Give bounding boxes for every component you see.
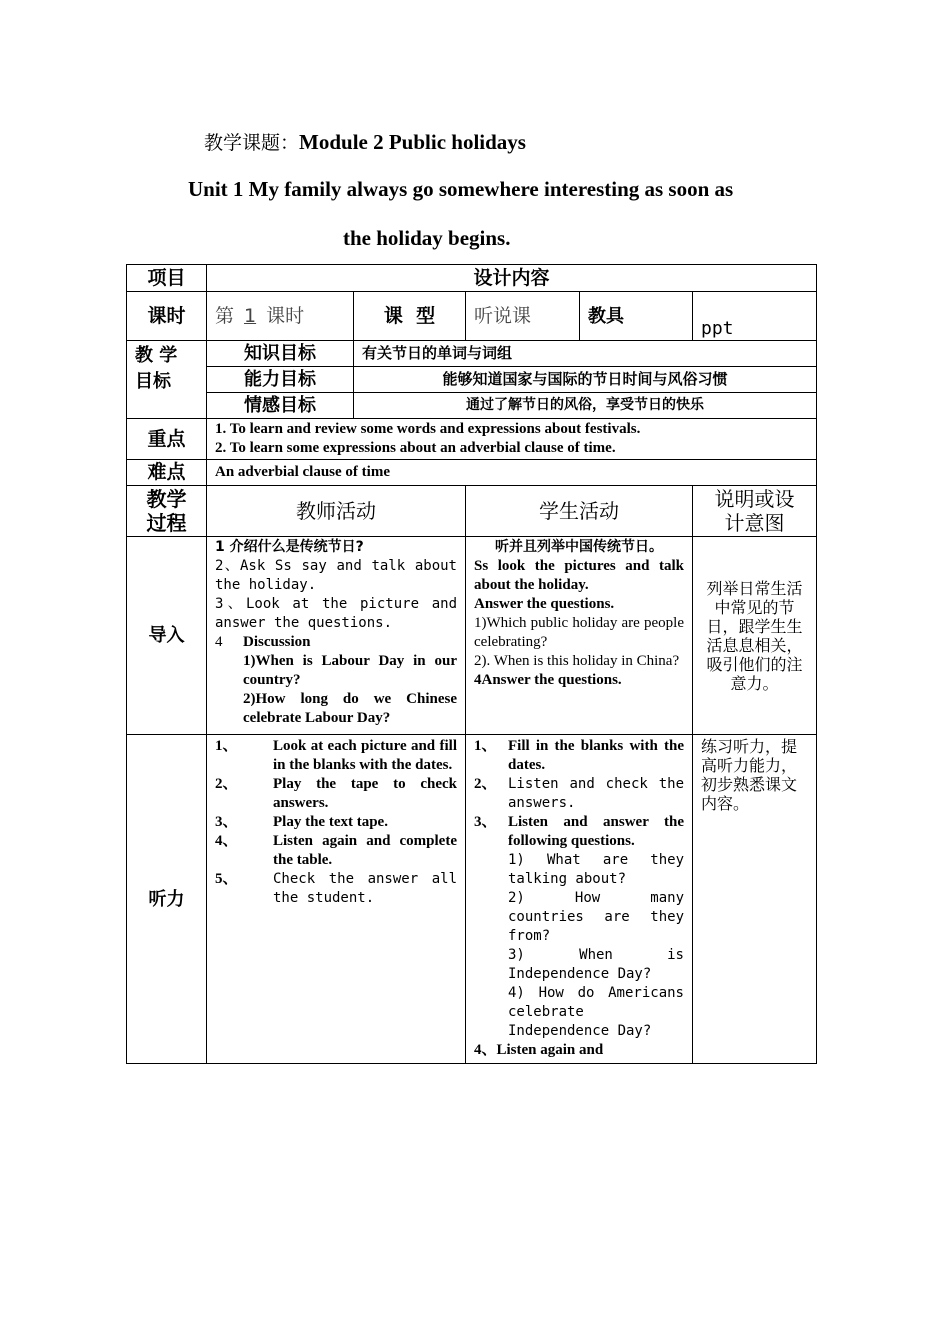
- teaching-aids-label: 教具: [580, 292, 693, 341]
- goals-label: 教 学 目标: [127, 341, 207, 419]
- listening-teacher-4-text: Listen again and complete the table.: [273, 833, 457, 868]
- difficult-point-value: An adverbial clause of time: [207, 460, 817, 486]
- key-points-row: [127, 419, 817, 460]
- intro-intent: 列举日常生活中常见的节日，跟学生生活息息相关，吸引他们的注意力。: [693, 537, 817, 735]
- teaching-aids-value: ppt: [693, 292, 817, 341]
- lesson-plan-table: [126, 264, 817, 1064]
- intro-student-2: Ss look the pictures and talk about the holiday.: [474, 558, 684, 593]
- listening-student-3-text: Listen and answer the following questions.: [508, 814, 684, 849]
- unit-title-line2: the holiday begins.: [343, 226, 511, 250]
- lesson-title: [204, 128, 526, 155]
- lesson-suffix: 课时: [266, 304, 305, 327]
- listening-teacher-4: [215, 832, 457, 870]
- listening-teacher-2: [215, 775, 457, 813]
- intro-student-4: 1)Which public holiday are people celebrating?: [474, 615, 684, 650]
- intro-teacher-1: 1 介绍什么是传统节日?: [215, 539, 364, 555]
- listening-intent: 练习听力，提高听力能力，初步熟悉课文内容。: [693, 735, 817, 1064]
- intro-teacher-4-num: 4: [215, 634, 223, 650]
- process-header-row: [127, 486, 817, 537]
- listening-student-2-num: 2、: [474, 776, 497, 792]
- difficult-point-label: 难点: [127, 460, 207, 486]
- listening-student-2-text: Listen and check the answers.: [508, 776, 684, 811]
- listening-teacher-5: [215, 870, 457, 908]
- intro-student-1: 听并且列举中国传统节日。: [495, 539, 663, 555]
- listening-label: 听力: [127, 735, 207, 1064]
- lesson-number-cell: [207, 292, 354, 341]
- listening-teacher-5-num: 5、: [215, 871, 238, 887]
- lesson-title-module: Module 2 Public holidays: [299, 130, 526, 154]
- intro-teacher-4-text: Discussion: [243, 634, 311, 650]
- key-points-content: [207, 419, 817, 460]
- listening-teacher-2-text: Play the tape to check answers.: [273, 776, 457, 811]
- ability-goal-value: 能够知道国家与国际的节日时间与风俗习惯: [354, 367, 817, 393]
- teacher-activity-header: 教师活动: [207, 486, 466, 537]
- listening-row: [127, 735, 817, 1064]
- listening-student-3-num: 3、: [474, 814, 497, 830]
- intro-teacher-2: 2、Ask Ss say and talk about the holiday.: [215, 558, 457, 593]
- lesson-row: [127, 292, 817, 341]
- goal-knowledge-row: [127, 341, 817, 367]
- listening-student-1: [474, 737, 684, 775]
- intro-row: [127, 537, 817, 735]
- goal-emotion-row: [127, 393, 817, 419]
- header-row: [127, 265, 817, 292]
- listening-student-1-num: 1、: [474, 738, 497, 754]
- listening-teacher-5-text: Check the answer all the student.: [273, 871, 457, 906]
- unit-title-line1: Unit 1 My family always go somewhere interesting as soon as: [188, 177, 734, 201]
- listening-question-3: 3) When is Independence Day?: [508, 947, 684, 982]
- goal-ability-row: [127, 367, 817, 393]
- intro-student-6: 4Answer the questions.: [474, 672, 622, 688]
- lesson-prefix: 第: [215, 304, 235, 327]
- listening-teacher-1-text: Look at each picture and fill in the blanks with the dates.: [273, 738, 457, 773]
- key-point-2: 2. To learn some expressions about an adverbial clause of time.: [215, 440, 616, 456]
- process-label: 教学过程: [127, 486, 207, 537]
- listening-teacher-3-num: 3、: [215, 814, 238, 830]
- student-activity-header: 学生活动: [466, 486, 693, 537]
- intro-teacher-4: [215, 633, 457, 652]
- intro-teacher-q2: 2)How long do we Chinese celebrate Labour Day?: [243, 691, 457, 726]
- listening-teacher-1: [215, 737, 457, 775]
- listening-teacher-activity: [207, 735, 466, 1064]
- intro-teacher-3: 3、Look at the picture and answer the questions.: [215, 596, 457, 631]
- emotion-goal-label: 情感目标: [207, 393, 354, 419]
- difficult-point-row: [127, 460, 817, 486]
- listening-teacher-1-num: 1、: [215, 738, 238, 754]
- intent-header: 说明或设计意图: [693, 486, 817, 537]
- listening-question-4: 4) How do Americans celebrate Independence Day?: [508, 985, 684, 1039]
- listening-student-1-text: Fill in the blanks with the dates.: [508, 738, 684, 773]
- lesson-type-label: 课 型: [354, 292, 466, 341]
- col-item-header: 项目: [127, 265, 207, 292]
- intro-label: 导入: [127, 537, 207, 735]
- intro-teacher-activity: [207, 537, 466, 735]
- emotion-goal-value: 通过了解节日的风俗，享受节日的快乐: [354, 393, 817, 419]
- listening-question-1: 1) What are they talking about?: [508, 852, 684, 887]
- listening-student-2: [474, 775, 684, 813]
- intro-student-3: Answer the questions.: [474, 596, 615, 612]
- listening-student-activity: [466, 735, 693, 1064]
- intro-student-activity: [466, 537, 693, 735]
- listening-question-2: 2) How many countries are they from?: [508, 890, 684, 944]
- listening-teacher-3-text: Play the text tape.: [273, 814, 388, 830]
- listening-teacher-4-num: 4、: [215, 833, 238, 849]
- key-points-label: 重点: [127, 419, 207, 460]
- col-design-header: 设计内容: [207, 265, 817, 292]
- lesson-type-value: 听说课: [466, 292, 580, 341]
- key-point-1: 1. To learn and review some words and expressions about festivals.: [215, 421, 641, 437]
- listening-teacher-2-num: 2、: [215, 776, 238, 792]
- knowledge-goal-label: 知识目标: [207, 341, 354, 367]
- lesson-title-label: 教学课题：: [204, 132, 300, 154]
- knowledge-goal-value: 有关节日的单词与词组: [354, 341, 817, 367]
- ability-goal-label: 能力目标: [207, 367, 354, 393]
- intro-student-5: 2). When is this holiday in China?: [474, 653, 680, 669]
- listening-teacher-3: [215, 813, 457, 832]
- intro-teacher-q1: 1)When is Labour Day in our country?: [243, 653, 457, 688]
- lesson-number: 1: [244, 304, 257, 327]
- lesson-label: 课时: [127, 292, 207, 341]
- listening-student-4: 4、Listen again and: [474, 1042, 604, 1058]
- listening-student-3: [474, 813, 684, 851]
